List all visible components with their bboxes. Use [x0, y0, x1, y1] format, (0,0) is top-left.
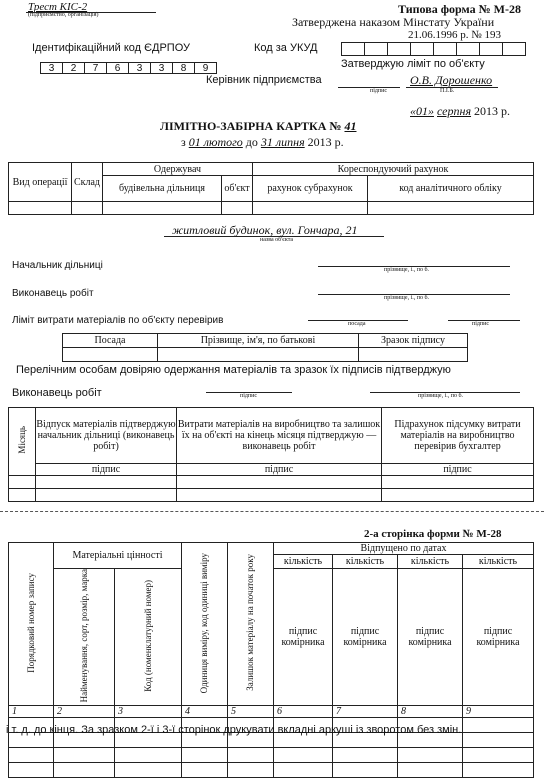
sign-header: підпис комірника	[274, 569, 333, 706]
rec-section-header: будівельна дільниця	[103, 176, 222, 202]
head-name: О.В. Дорошенко	[410, 73, 493, 87]
ukud-label: Код за УКУД	[254, 42, 318, 54]
col-number: 4	[182, 706, 228, 718]
monthly-table	[8, 407, 534, 502]
limit-sign-caption: підпис	[472, 321, 490, 327]
month-header	[9, 408, 36, 476]
t4-cell	[398, 763, 463, 778]
table1-cell	[9, 202, 72, 215]
table3-cell	[177, 476, 382, 489]
table1-cell	[72, 202, 103, 215]
edrpou-code	[40, 58, 216, 76]
edrpou-digit: 3	[150, 62, 173, 74]
t4-cell	[115, 748, 182, 763]
sample-header: Зразок підпису	[359, 334, 468, 348]
org-underline	[26, 12, 156, 13]
chief-caption: прізвище, і., по б.	[384, 267, 430, 273]
t4-cell	[9, 748, 54, 763]
expense-sign: підпис	[177, 464, 382, 476]
date-month: серпня	[437, 104, 472, 118]
t4-cell	[333, 748, 398, 763]
period-from: 01 лютого	[188, 135, 243, 149]
col-rest-header	[228, 543, 274, 706]
expense-header: Витрати матеріалів на виробництво та залишок їх на об'єкті на кінець місяця підтверджую — виконавець робіт	[177, 408, 382, 464]
t4-cell	[463, 718, 534, 733]
object-caption: назва об'єкта	[260, 237, 294, 243]
table3-cell	[36, 489, 177, 502]
trust-text: Перелічним особам довіряю одержання матеріалів та зразок їх підписів підтверджую	[16, 364, 451, 376]
trusted-persons-table	[62, 333, 468, 362]
table1-cell	[222, 202, 253, 215]
t4-cell	[274, 748, 333, 763]
qty-header: кількість	[274, 555, 333, 569]
date-year: 2013 р.	[474, 104, 511, 118]
executor2-label: Виконавець робіт	[12, 387, 102, 399]
period-to-prefix: до	[245, 135, 258, 149]
materials-table	[8, 542, 534, 778]
table3-cell	[177, 489, 382, 502]
page2-title: 2-а сторінка форми № М-28	[364, 528, 502, 540]
col-unit-header	[182, 543, 228, 706]
card-number: 41	[344, 119, 357, 133]
t4-cell	[463, 748, 534, 763]
table1-cell	[253, 202, 368, 215]
trust-name: Трест КІС-2	[28, 1, 88, 13]
col-number: 5	[228, 706, 274, 718]
corr-code-header: код аналітичного обліку	[368, 176, 534, 202]
table2-cell	[63, 348, 158, 362]
col-n-text: Порядковий номер запису	[25, 572, 36, 673]
month-header-text: Місяць	[16, 426, 27, 454]
limit-position-caption: посада	[348, 321, 366, 327]
col-number: 3	[115, 706, 182, 718]
t4-cell	[9, 763, 54, 778]
pib-header: Прізвище, ім'я, по батькові	[158, 334, 359, 348]
period-to: 31 липня	[260, 135, 305, 149]
t4-cell	[463, 733, 534, 748]
qty-header: кількість	[333, 555, 398, 569]
col-number: 6	[274, 706, 333, 718]
approved-date: 21.06.1996 р. № 193	[408, 29, 501, 41]
date-day: «01»	[410, 104, 434, 118]
head-label: Керівник підприємства	[206, 74, 322, 86]
sign-header: підпис комірника	[333, 569, 398, 706]
op-type-header: Вид операції	[9, 163, 72, 202]
footer-note: і т. д. до кінця. За зразком 2-ї і 3-ї сторінок друкувати вкладні аркуші із зворотом без змін.	[6, 724, 462, 736]
sign-header: підпис комірника	[463, 569, 534, 706]
sklad-header: Склад	[72, 163, 103, 202]
col-number: 2	[54, 706, 115, 718]
form-type: Типова форма № М-28	[398, 2, 521, 16]
issue-header: Відпуск матеріалів підтверджую начальник дільниці (виконавець робіт)	[36, 408, 177, 464]
t4-cell	[54, 748, 115, 763]
head-pib-caption: П.І.Б.	[440, 88, 455, 94]
recipient-table	[8, 162, 534, 215]
sign-header: підпис комірника	[398, 569, 463, 706]
corr-sub-header: рахунок субрахунок	[253, 176, 368, 202]
head-sign-caption: підпис	[370, 88, 388, 94]
t4-cell	[463, 763, 534, 778]
edrpou-digit: 7	[84, 62, 107, 74]
edrpou-digit: 8	[172, 62, 195, 74]
table2-cell	[359, 348, 468, 362]
col-code-header	[115, 569, 182, 706]
chief-label: Начальник дільниці	[12, 260, 103, 271]
col-number: 7	[333, 706, 398, 718]
rec-object-header: об'єкт	[222, 176, 253, 202]
edrpou-digit: 6	[106, 62, 129, 74]
approval-date	[410, 104, 510, 119]
col-name-header	[54, 569, 115, 706]
head-sign-line	[338, 87, 400, 88]
t4-cell	[115, 763, 182, 778]
col-number: 9	[463, 706, 534, 718]
title-text: ЛІМІТНО-ЗАБІРНА КАРТКА №	[160, 119, 342, 133]
check-sign: підпис	[382, 464, 534, 476]
edrpou-digit: 3	[40, 62, 63, 74]
col-code-text: Код (номенклатурний номер)	[142, 579, 153, 692]
col-number: 1	[9, 706, 54, 718]
col-rest-text: Залишок матеріалу на початок року	[245, 554, 255, 692]
col-number: 8	[398, 706, 463, 718]
executor-caption: прізвище, і., по б.	[384, 295, 430, 301]
qty-header: кількість	[398, 555, 463, 569]
table3-cell	[9, 476, 36, 489]
executor-label: Виконавець робіт	[12, 288, 94, 299]
table3-cell	[382, 489, 534, 502]
cut-line	[0, 511, 544, 512]
card-period	[181, 135, 344, 150]
table3-cell	[9, 489, 36, 502]
t4-cell	[333, 763, 398, 778]
period-from-prefix: з	[181, 135, 186, 149]
issue-sign: підпис	[36, 464, 177, 476]
position-header: Посада	[63, 334, 158, 348]
values-header: Матеріальні цінності	[54, 543, 182, 569]
col-name-text: Найменування, сорт, розмір, марка	[78, 569, 89, 703]
limit-label: Ліміт витрати матеріалів по об'єкту перевірив	[12, 315, 224, 326]
edrpou-digit: 9	[194, 62, 217, 74]
table2-cell	[158, 348, 359, 362]
t4-cell	[228, 763, 274, 778]
approve-limit: Затверджую ліміт по об'єкту	[341, 58, 485, 70]
edrpou-digit: 2	[62, 62, 85, 74]
t4-cell	[274, 763, 333, 778]
card-title	[160, 119, 356, 134]
table1-cell	[368, 202, 534, 215]
executor2-sign-caption: підпис	[240, 393, 258, 399]
qty-header: кількість	[463, 555, 534, 569]
t4-cell	[398, 748, 463, 763]
executor2-pib-caption: прізвище, і., по б.	[418, 393, 464, 399]
check-header: Підрахунок підсумку витрати матеріалів на виробництво перевірив бухгалтер	[382, 408, 534, 464]
corr-header: Кореспондуючий рахунок	[253, 163, 534, 176]
period-year: 2013 р.	[307, 135, 344, 149]
recipient-header: Одержувач	[103, 163, 253, 176]
t4-cell	[182, 748, 228, 763]
col-n-header	[9, 543, 54, 706]
t4-cell	[182, 763, 228, 778]
table3-cell	[382, 476, 534, 489]
issued-header: Відпущено по датах	[274, 543, 534, 555]
object-name: житловий будинок, вул. Гончара, 21	[172, 223, 358, 237]
edrpou-digit: 3	[128, 62, 151, 74]
org-caption: (підприємство, організація)	[28, 12, 99, 18]
edrpou-label: Ідентифікаційний код ЄДРПОУ	[32, 42, 191, 54]
table3-cell	[36, 476, 177, 489]
table1-cell	[103, 202, 222, 215]
approved-text: Затверджена наказом Мінстату України	[292, 15, 495, 29]
t4-cell	[228, 748, 274, 763]
t4-cell	[54, 763, 115, 778]
col-unit-text: Одиниця виміру, код одиниці виміру	[199, 552, 209, 693]
